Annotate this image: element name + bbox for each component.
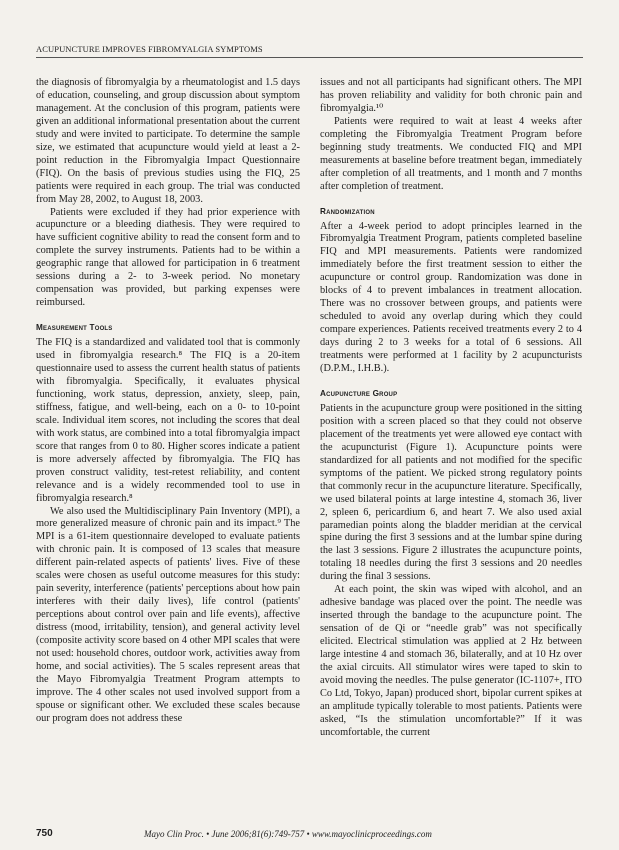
paragraph: Patients were required to wait at least 4 weeks after completing the Fibromyalgia Treatment Program before beginning study treatments. We conducted FIQ and MPI measurements at baseline before treatment began, immediately after completion of all treatments, and 1 month and 7 months after completion of treatment.	[320, 115, 582, 192]
journal-citation: Mayo Clin Proc. • June 2006;81(6):749-757 • www.mayoclinicproceedings.com	[144, 829, 432, 839]
right-column	[320, 77, 582, 740]
paragraph: Patients were excluded if they had prior experience with acupuncture or a bleeding diathesis. They were required to have sufficient cognitive ability to read the consent form and to complete the survey instruments. Patients had to be within a geographic range that allowed for participation in 6 treatment sessions during a 2- to 3-week period. No monetary compensation was provided, but parking expenses were reimbursed.	[36, 206, 300, 309]
page-number: 750	[36, 828, 53, 839]
running-head: ACUPUNCTURE IMPROVES FIBROMYALGIA SYMPTOMS	[36, 44, 263, 54]
section-heading-acupuncture-group: Acupuncture Group	[320, 388, 398, 398]
header-rule	[36, 57, 583, 58]
paragraph: After a 4-week period to adopt principles learned in the Fibromyalgia Treatment Program, patients completed baseline FIQ and MPI measurements. Patients were randomized immediately before the first treatment session to either the acupuncture or control group. Randomization was done in blocks of 4 to prevent imbalances in treatment allocation. There was no crossover between groups, and patients were scheduled to avoid any overlap during which they could compare experiences. Patients received treatments every 2 to 4 days during 2 to 3 weeks for a total of 6 sessions. All treatments were performed at 1 facility by 2 acupuncturists (D.P.M., I.H.B.).	[320, 220, 582, 375]
paragraph: The FIQ is a standardized and validated tool that is commonly used in fibromyalgia research.⁸ The FIQ is a 20-item questionnaire used to assess the current health status of patients with fibromyalgia. Specifically, it evaluates physical functioning, work status, depression, anxiety, sleep, pain, stiffness, fatigue, and well-being, each on a 0- to 10-point scale. Individual item scores, not including the scores that deal with work status, are combined into a total fibromyalgia impact score that ranges from 0 to 80. Higher scores indicate a patient is more adversely affected by fibromyalgia. The FIQ has proven construct validity, test-retest reliability, and content relevance and is a widely recommended tool to use in fibromyalgia research.⁸	[36, 337, 300, 504]
section-heading-randomization: Randomization	[320, 206, 375, 216]
left-column	[36, 77, 300, 726]
paragraph: Patients in the acupuncture group were positioned in the sitting position with a screen placed so that they could not observe placement of the treatments yet were allowed eye contact with the acupuncturist (Figure 1). Acupuncture points were standardized for all patients and not modified for the specific symptoms of the patient. We picked strong regulatory points that commonly recur in the acupuncture literature. Specifically, we used bilateral points at large intestine 4, stomach 36, liver 2, spleen 6, pericardium 6, and heart 7. We also used axial paramedian points along the bladder meridian at the cervical spine during the first 3 sessions and at the lumbar spine during the last 3 sessions. Figure 2 illustrates the acupuncture points, totaling 18 needles during the first 3 sessions and 20 needles during the final 3 sessions.	[320, 402, 582, 583]
paragraph: issues and not all participants had significant others. The MPI has proven reliability and validity for both chronic pain and fibromyalgia.¹⁰	[320, 77, 582, 114]
section-heading-measurement-tools: Measurement Tools	[36, 323, 113, 333]
paragraph: We also used the Multidisciplinary Pain Inventory (MPI), a more generalized measure of chronic pain and its impact.⁹ The MPI is a 61-item questionnaire developed to evaluate patients with chronic pain. It is composed of 13 scales that measure different pain-related aspects of patients' lives. Five of these scales were chosen as useful outcome measures for this study: pain severity, interference (patients' perceptions about how pain interferes with their daily lives), life control (patients' perceptions about control over pain and life events), affective distress (mood, irritability, tension), and general activity level (composite activity score based on 4 other MPI scales that were not used: household chores, outdoor work, activities away from home, and social activities). The 5 scales represent areas that the Mayo Fibromyalgia Treatment Program attempts to improve. The 4 other scales not used involved support from a spouse or significant other. We excluded these scales because our program does not address these	[36, 505, 300, 724]
paragraph: the diagnosis of fibromyalgia by a rheumatologist and 1.5 days of education, counseling, and group discussion about symptom management. At the conclusion of this program, patients were given an additional informational presentation about the current study and were invited to participate. To determine the sample size, we estimated that acupuncture would yield at least a 2-point reduction in the Fibromyalgia Impact Questionnaire (FIQ). On the basis of previous studies using the FIQ, 25 patients were required in each group. The trial was conducted from May 28, 2002, to August 18, 2003.	[36, 77, 300, 205]
paragraph: At each point, the skin was wiped with alcohol, and an adhesive bandage was placed over the point. The needle was inserted through the bandage to the acupuncture point. The sensation of de Qi or “needle grab” was not specifically elicited. Electrical stimulation was applied at 2 Hz between large intestine 4 and stomach 36, bilaterally, and at 10 Hz over the axial circuits. All stimulator wires were taped to skin to avoid moving the needles. The pulse generator (IC-1107+, ITO Co Ltd, Tokyo, Japan) produced short, bipolar current spikes at an amplitude typically tolerable to most patients. Patients were asked, “Is the stimulation uncomfortable?” If it was uncomfortable, the current	[320, 584, 582, 738]
